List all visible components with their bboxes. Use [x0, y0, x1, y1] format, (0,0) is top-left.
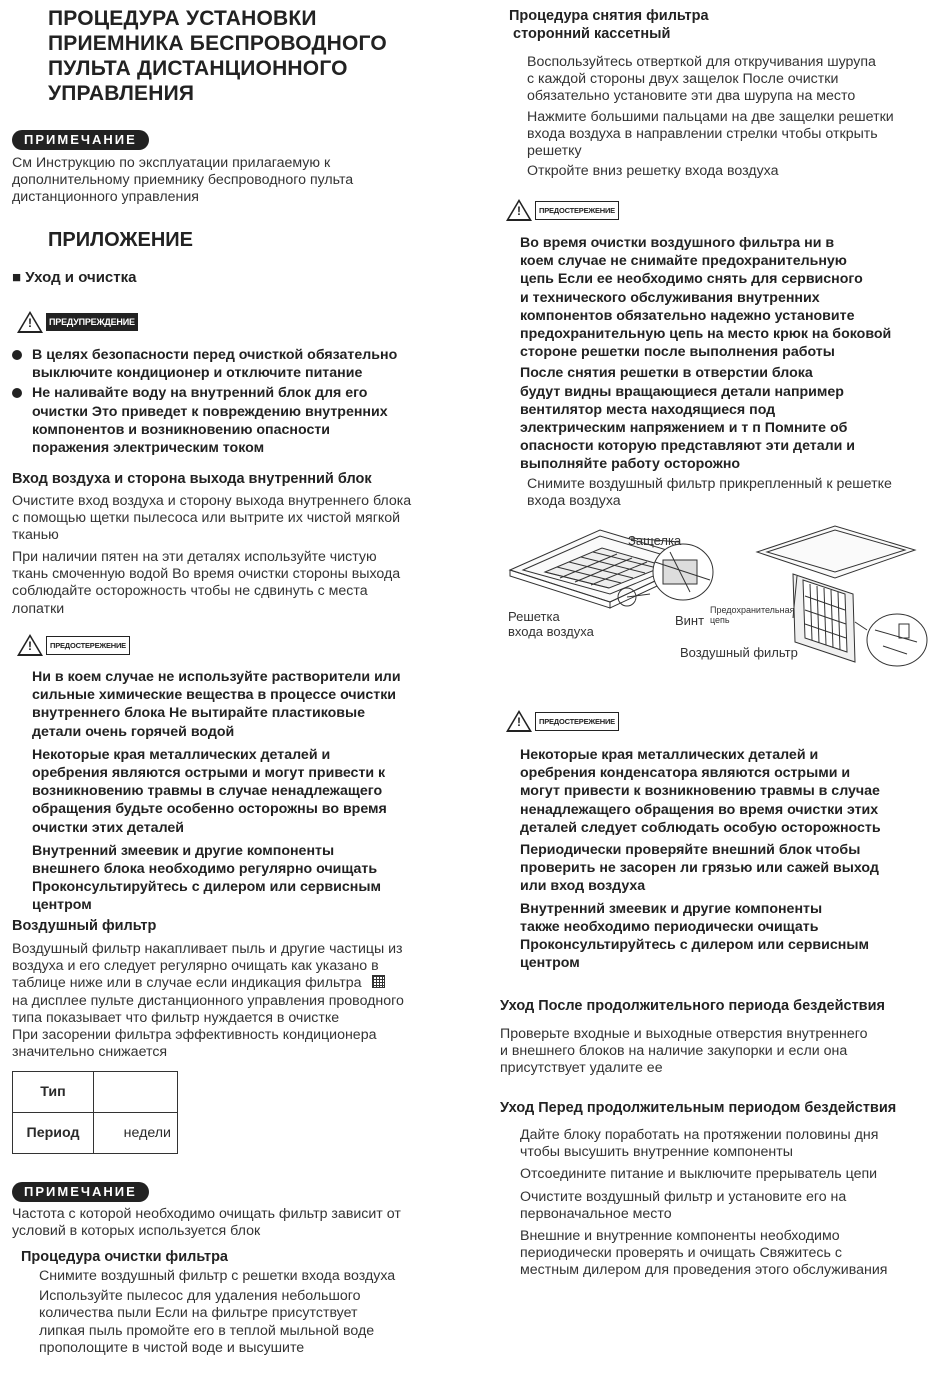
caution-paragraphs-right-1 — [520, 234, 950, 474]
caution-paragraph: Во время очистки воздушного фильтра ни в коем случае не снимайте предохранительную цепь Если ее необходимо снять для сервисного и технического обслуживания внутренних компонентов обязательно надежно установите предохранительную цепь на место крюк на боковой стороне решетки после выполнения работы — [520, 235, 892, 361]
table-row — [13, 1113, 178, 1154]
caution-sign-1: ! ПРЕДОСТЕРЕЖЕНИЕ — [17, 634, 130, 656]
period-value-cell: недели — [94, 1113, 178, 1154]
caution-paragraph: Некоторые края металлических деталей и оребрения являются острыми и могут привести к возникновению травмы в случае ненадлежащего обращения будьте особенно осторожны во время очистки этих деталей — [32, 746, 387, 836]
caution-paragraph: Ни в коем случае не используйте растворители или сильные химические вещества в процессе очистки внутреннего блока Не вытирайте пластиковые детали очень горячей водой — [32, 669, 401, 740]
note-badge-1: ПРИМЕЧАНИЕ — [12, 130, 149, 150]
page-title: ПРОЦЕДУРА УСТАНОВКИ ПРИЕМНИКА БЕСПРОВОДНОГО ПУЛЬТА ДИСТАНЦИОННОГО УПРАВЛЕНИЯ — [48, 7, 387, 105]
warning-sign: ! ПРЕДУПРЕЖДЕНИЕ — [17, 311, 138, 333]
air-inlet-text-2: При наличии пятен на эти деталях используйте чистую ткань смоченную водой Во время очистки стороны выхода соблюдайте осторожность чтобы не сдвинуть с места лопатки — [12, 549, 401, 617]
caution-sign-2: ! ПРЕДОСТЕРЕЖЕНИЕ — [506, 199, 619, 221]
caution-sign-3: ! ПРЕДОСТЕРЕЖЕНИЕ — [506, 710, 619, 732]
caution-paragraph: Периодически проверяйте внешний блок чтобы проверить не засорен ли грязью или сажей выход или вход воздуха — [520, 842, 879, 895]
before-idle-step: Очистите воздушный фильтр и установите его на первоначальное место — [520, 1188, 847, 1222]
before-idle-steps — [520, 1127, 940, 1280]
label-grille: Решетка входа воздуха — [508, 609, 594, 639]
period-label-cell: Период — [13, 1113, 94, 1154]
caution-paragraph: Внутренний змеевик и другие компоненты также необходимо периодически очищать Проконсультируйтесь с дилером или сервисным центром — [520, 900, 869, 972]
warning-list — [12, 346, 452, 457]
before-idle-step: Отсоедините питание и выключите прерыватель цепи — [520, 1166, 878, 1183]
warning-triangle-icon: ! — [17, 634, 43, 656]
air-filter-text: Воздушный фильтр накапливает пыль и другие частицы из воздуха и его следует регулярно очищать как указано в таблице ниже или в случае если индикация фильтра на дисплее пульте дистанционного управления проводного типа показывает что фильтр нуждается в очистке При засорении фильтра эффективность кондиционера значительно снижается — [12, 941, 404, 1061]
before-idle-step: Дайте блоку поработать на протяжении половины дня чтобы высушить внутренние компоненты — [520, 1127, 879, 1161]
removal-step: Нажмите большими пальцами на две защелки решетки входа воздуха в направлении стрелки чтобы открыть решетку — [527, 108, 894, 160]
care-title: ■ Уход и очистка — [12, 269, 137, 286]
label-safety-chain: Предохранительная цепь — [710, 605, 795, 625]
caution-paragraphs-right-2 — [520, 746, 950, 972]
filter-cleaning-table — [12, 1071, 178, 1154]
note-text-1: См Инструкцию по эксплуатации прилагаемую к дополнительному приемнику беспроводного пульта дистанционного управления — [12, 155, 354, 206]
caution-paragraph: После снятия решетки в отверстии блока будут видны вращающиеся детали например вентилятор места находящиеся под электрическим напряжением и т п Помните об опасности которую представляют эти детали и выполняйте работу осторожно — [520, 365, 856, 473]
label-air-filter: Воздушный фильтр — [680, 645, 798, 660]
label-latch: Защелка — [628, 533, 682, 548]
after-idle-title: Уход После продолжительного периода бездействия — [500, 998, 885, 1014]
warning-triangle-icon: ! — [506, 710, 532, 732]
caution-paragraphs-left — [32, 668, 401, 915]
before-idle-step: Внешние и внутренние компоненты необходимо периодически проверять и очищать Свяжитесь с местным дилером для проведения этого обслуживания — [520, 1228, 888, 1279]
warning-triangle-icon: ! — [506, 199, 532, 221]
appendix-title: ПРИЛОЖЕНИЕ — [48, 229, 193, 251]
filter-removal-steps — [527, 54, 942, 180]
after-idle-text: Проверьте входные и выходные отверстия внутреннего и внешнего блоков на наличие закупорки и если она присутствует удалите ее — [500, 1026, 868, 1077]
filter-removal-diagram — [505, 522, 940, 667]
label-screw: Винт — [675, 613, 705, 628]
filter-cleaning-title: Процедура очистки фильтра — [21, 1249, 228, 1265]
remove-filter-text: Снимите воздушный фильтр прикрепленный к решетке входа воздуха — [527, 476, 892, 510]
warning-item: Не наливайте воду на внутренний блок для его очистки Это приведет к повреждению внутренних компонентов и возникновению опасности поражения электрическим током — [12, 384, 452, 457]
filter-removal-title: Процедура снятия фильтра сторонний кассетный — [509, 8, 709, 42]
caution-paragraph: Некоторые края металлических деталей и оребрения конденсатора являются острыми и могут привести к возникновению травмы в случае ненадлежащего обращения во время очистки этих деталей следует соблюдать особую осторожность — [520, 747, 881, 836]
type-label-cell: Тип — [13, 1072, 94, 1113]
warning-triangle-icon: ! — [17, 311, 43, 333]
type-value-cell — [94, 1072, 178, 1113]
removal-step: Откройте вниз решетку входа воздуха — [527, 163, 779, 180]
note-text-2: Частота с которой необходимо очищать фильтр зависит от условий в которых используется блок — [12, 1206, 401, 1240]
air-inlet-text-1: Очистите вход воздуха и сторону выхода внутреннего блока с помощью щетки пылесоса или вытрите их чистой мягкой тканью — [12, 493, 412, 544]
removal-step: Воспользуйтесь отверткой для откручивания шурупа с каждой стороны двух защелок После очистки обязательно установите эти два шурупа на место — [527, 54, 876, 105]
filter-indicator-icon — [372, 975, 385, 988]
caution-paragraph: Внутренний змеевик и другие компоненты внешнего блока необходимо регулярно очищать Проконсультируйтесь с дилером или сервисным центром — [32, 842, 381, 914]
bullet-icon — [12, 350, 22, 360]
table-row — [13, 1072, 178, 1113]
before-idle-title: Уход Перед продолжительным периодом бездействия — [500, 1100, 897, 1116]
note-badge-2: ПРИМЕЧАНИЕ — [12, 1182, 149, 1202]
air-inlet-title: Вход воздуха и сторона выхода внутренний блок — [12, 471, 372, 487]
bullet-icon — [12, 388, 22, 398]
air-filter-title: Воздушный фильтр — [12, 918, 157, 934]
filter-cleaning-steps: Снимите воздушный фильтр с решетки входа воздуха Используйте пылесос для удаления небольшого количества пыли Если на фильтре присутствует липкая пыль промойте его в теплой мыльной воде прополощите в чистой воде и высушите — [39, 1268, 396, 1356]
warning-item: В целях безопасности перед очисткой обязательно выключите кондиционер и отключите питание — [12, 346, 452, 382]
